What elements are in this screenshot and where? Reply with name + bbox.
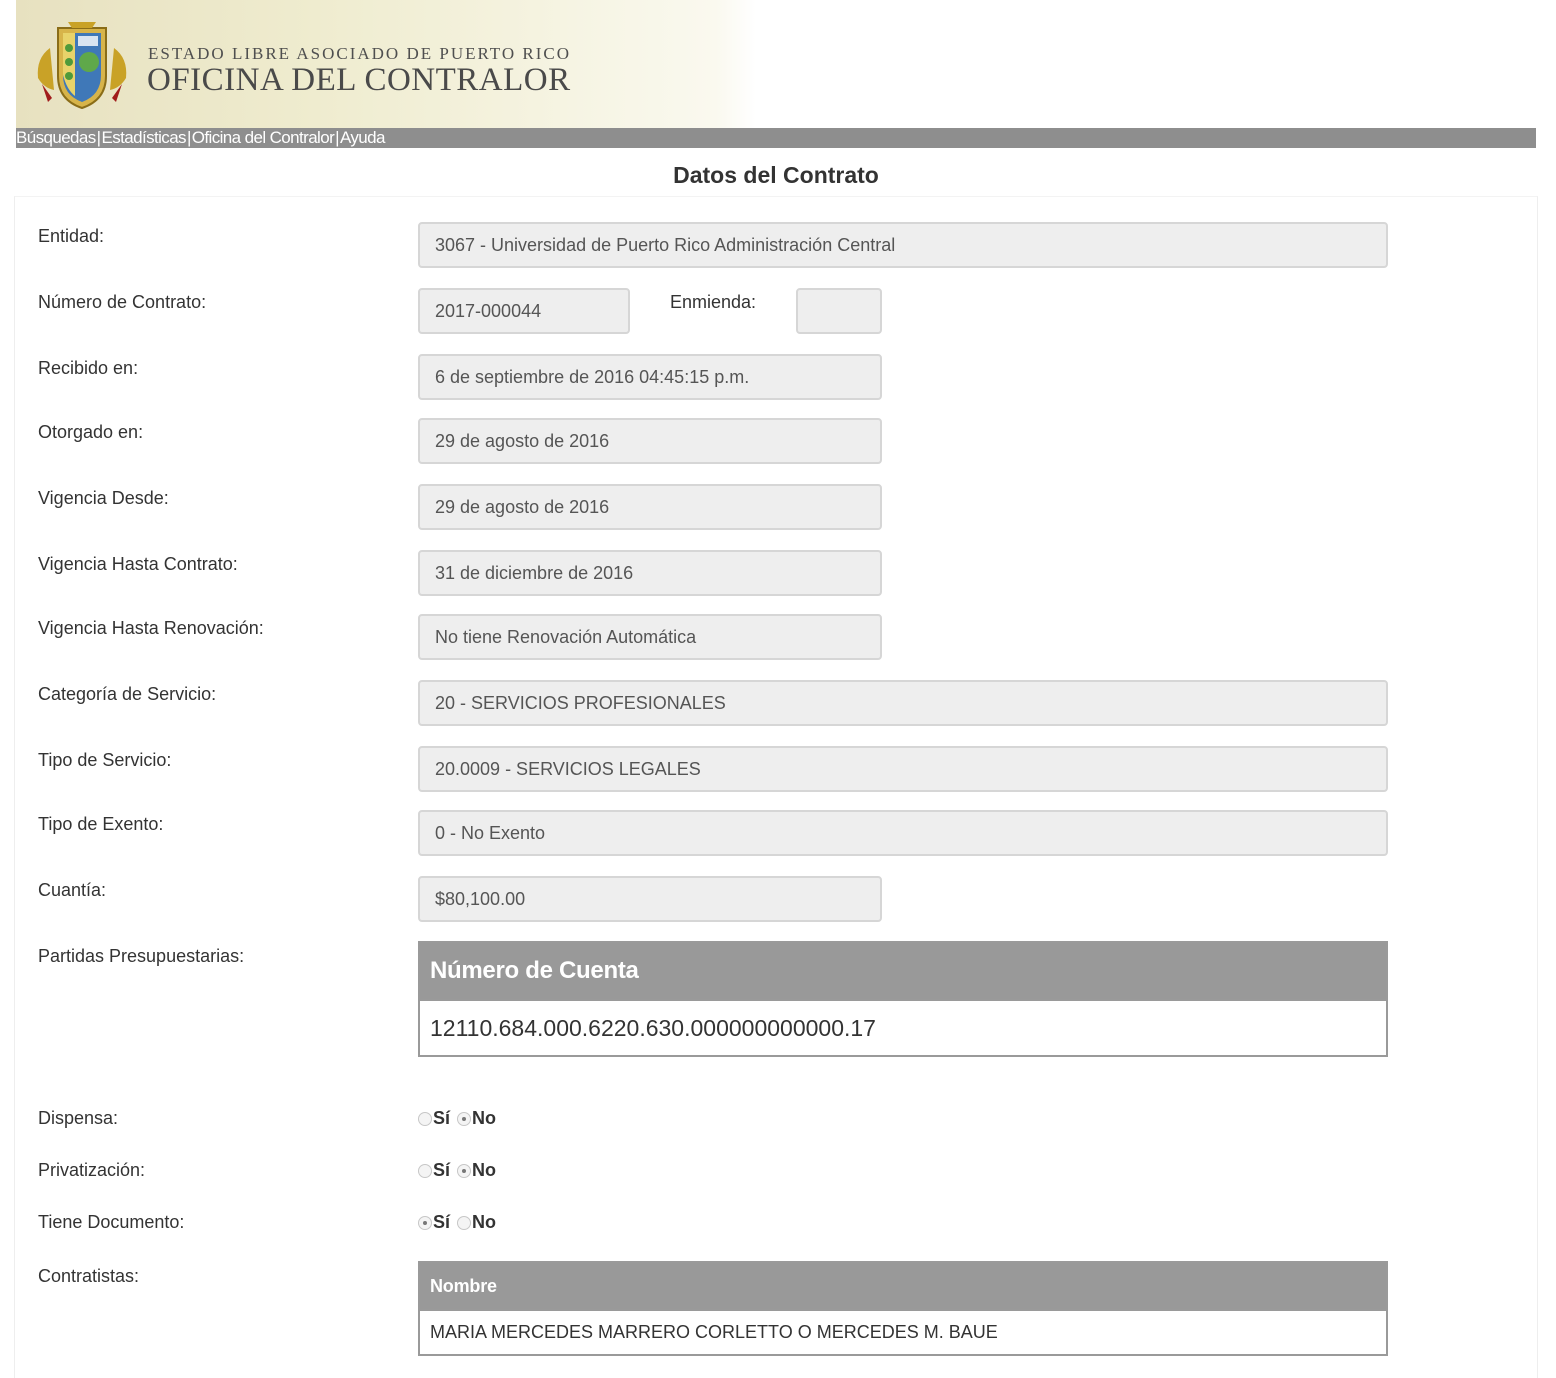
enmienda-label: Enmienda: [670,292,757,312]
privatizacion-si-label: Sí [433,1160,451,1180]
dispensa-no-radio[interactable] [457,1112,471,1126]
nav-ayuda[interactable]: Ayuda [339,128,385,147]
dispensa-si-radio[interactable] [418,1112,432,1126]
nav-estadisticas[interactable]: Estadísticas [101,128,186,147]
puerto-rico-seal-logo [34,18,130,114]
table-row: MARIA MERCEDES MARRERO CORLETTO O MERCEDES M. BAUE [420,1309,1386,1354]
vigencia-hasta-renovacion-label: Vigencia Hasta Renovación: [38,618,264,638]
cuantia-label: Cuantía: [38,880,107,900]
tiene-documento-radio-group [418,1212,503,1233]
contratistas-label: Contratistas: [38,1266,140,1286]
dispensa-si-label: Sí [433,1108,451,1128]
header-subtitle: ESTADO LIBRE ASOCIADO DE PUERTO RICO [148,44,572,63]
dispensa-no-label: No [472,1108,497,1128]
privatizacion-no-label: No [472,1160,497,1180]
vigencia-desde-label: Vigencia Desde: [38,488,169,508]
nav-separator: | [335,128,339,147]
tipo-servicio-label: Tipo de Servicio: [38,750,172,770]
contratistas-table [418,1261,1388,1356]
main-nav [16,128,1536,148]
entidad-field: 3067 - Universidad de Puerto Rico Administración Central [418,222,1388,268]
partidas-label: Partidas Presupuestarias: [38,946,245,966]
nav-separator: | [186,128,191,147]
tipo-exento-field: 0 - No Exento [418,810,1388,856]
privatizacion-no-radio[interactable] [457,1164,471,1178]
dispensa-label: Dispensa: [38,1108,119,1128]
categoria-servicio-label: Categoría de Servicio: [38,684,217,704]
vigencia-hasta-contrato-label: Vigencia Hasta Contrato: [38,554,238,574]
dispensa-radio-group [418,1108,503,1129]
nav-oficina-del-contralor[interactable]: Oficina del Contralor [191,128,335,147]
recibido-field: 6 de septiembre de 2016 04:45:15 p.m. [418,354,882,400]
vigencia-hasta-contrato-field: 31 de diciembre de 2016 [418,550,882,596]
vigencia-desde-field: 29 de agosto de 2016 [418,484,882,530]
table-row: 12110.684.000.6220.630.000000000000.17 [420,999,1386,1055]
enmienda-field [796,288,882,334]
tiene-documento-si-radio[interactable] [418,1216,432,1230]
entidad-label: Entidad: [38,226,105,246]
cuantia-field: $80,100.00 [418,876,882,922]
partidas-table [418,941,1388,1057]
tipo-servicio-field: 20.0009 - SERVICIOS LEGALES [418,746,1388,792]
header-title: OFICINA DEL CONTRALOR [147,62,571,98]
vigencia-hasta-renovacion-field: No tiene Renovación Automática [418,614,882,660]
otorgado-field: 29 de agosto de 2016 [418,418,882,464]
partidas-table-header: Número de Cuenta [420,943,1386,999]
privatizacion-radio-group [418,1160,503,1181]
tiene-documento-label: Tiene Documento: [38,1212,185,1232]
page-title: Datos del Contrato [673,162,879,188]
tiene-documento-no-radio[interactable] [457,1216,471,1230]
nav-busquedas[interactable]: Búsquedas [16,128,96,147]
otorgado-label: Otorgado en: [38,422,144,442]
tipo-exento-label: Tipo de Exento: [38,814,164,834]
numero-contrato-label: Número de Contrato: [38,292,207,312]
tiene-documento-si-label: Sí [433,1212,451,1232]
categoria-servicio-field: 20 - SERVICIOS PROFESIONALES [418,680,1388,726]
recibido-label: Recibido en: [38,358,139,378]
privatizacion-label: Privatización: [38,1160,146,1180]
site-header [16,0,1536,128]
tiene-documento-no-label: No [472,1212,497,1232]
privatizacion-si-radio[interactable] [418,1164,432,1178]
nav-separator: | [96,128,101,147]
numero-contrato-field: 2017-000044 [418,288,630,334]
contratistas-table-header: Nombre [420,1263,1386,1309]
